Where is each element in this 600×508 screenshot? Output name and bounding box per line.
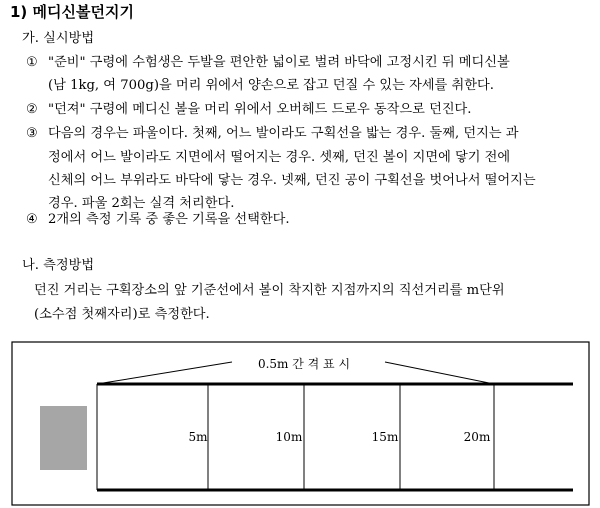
section-b-text: 던진 거리는 구획장소의 앞 기준선에서 볼이 착지한 지점까지의 직선거리를 m단위 [34, 283, 505, 298]
list-item-text: 정에서 어느 발이라도 지면에서 떨어지는 경우. 셋째, 던진 볼이 지면에 닿기 전에 [48, 150, 511, 165]
section-b-heading: 나. 측정방법 [22, 258, 95, 273]
page-title: 1) 메디신볼던지기 [10, 3, 134, 21]
distance-label-5m: 5m [188, 430, 208, 444]
interval-bracket-left [97, 362, 232, 384]
throwing-area [40, 406, 87, 470]
distance-label-20m: 20m [463, 430, 491, 444]
section-a-heading: 가. 실시방법 [22, 31, 95, 46]
interval-bracket-right [385, 362, 494, 384]
list-marker: ② [26, 102, 38, 117]
list-marker: ④ [26, 212, 38, 227]
list-item-text: "준비" 구령에 수험생은 두발을 편안한 넓이로 벌려 바닥에 고정시킨 뒤 메디신볼 [48, 55, 510, 70]
list-marker: ① [26, 55, 38, 70]
list-item-text: "던져" 구령에 메디신 볼을 머리 위에서 오버헤드 드로우 동작으로 던진다. [48, 102, 472, 117]
list-item-text: 다음의 경우는 파울이다. 첫째, 어느 발이라도 구획선을 밟는 경우. 둘째, 던지는 과 [48, 126, 519, 141]
interval-label: 0.5m 간 격 표 시 [257, 357, 351, 371]
distance-label-15m: 15m [371, 430, 399, 444]
list-item-text: 신체의 어느 부위라도 바닥에 닿는 경우. 넷째, 던진 공이 구획선을 벗어나서 떨어지는 [48, 173, 536, 188]
list-item-text: (남 1kg, 여 700g)을 머리 위에서 양손으로 잡고 던질 수 있는 자세를 취한다. [48, 78, 494, 93]
list-marker: ③ [26, 126, 38, 141]
list-item-text: 경우. 파울 2회는 실격 처리한다. [48, 196, 235, 211]
list-item-text: 2개의 측정 기록 중 좋은 기록을 선택한다. [48, 212, 290, 227]
throwing-field-diagram [0, 340, 600, 508]
distance-label-10m: 10m [275, 430, 303, 444]
section-b-text: (소수점 첫째자리)로 측정한다. [34, 307, 210, 322]
